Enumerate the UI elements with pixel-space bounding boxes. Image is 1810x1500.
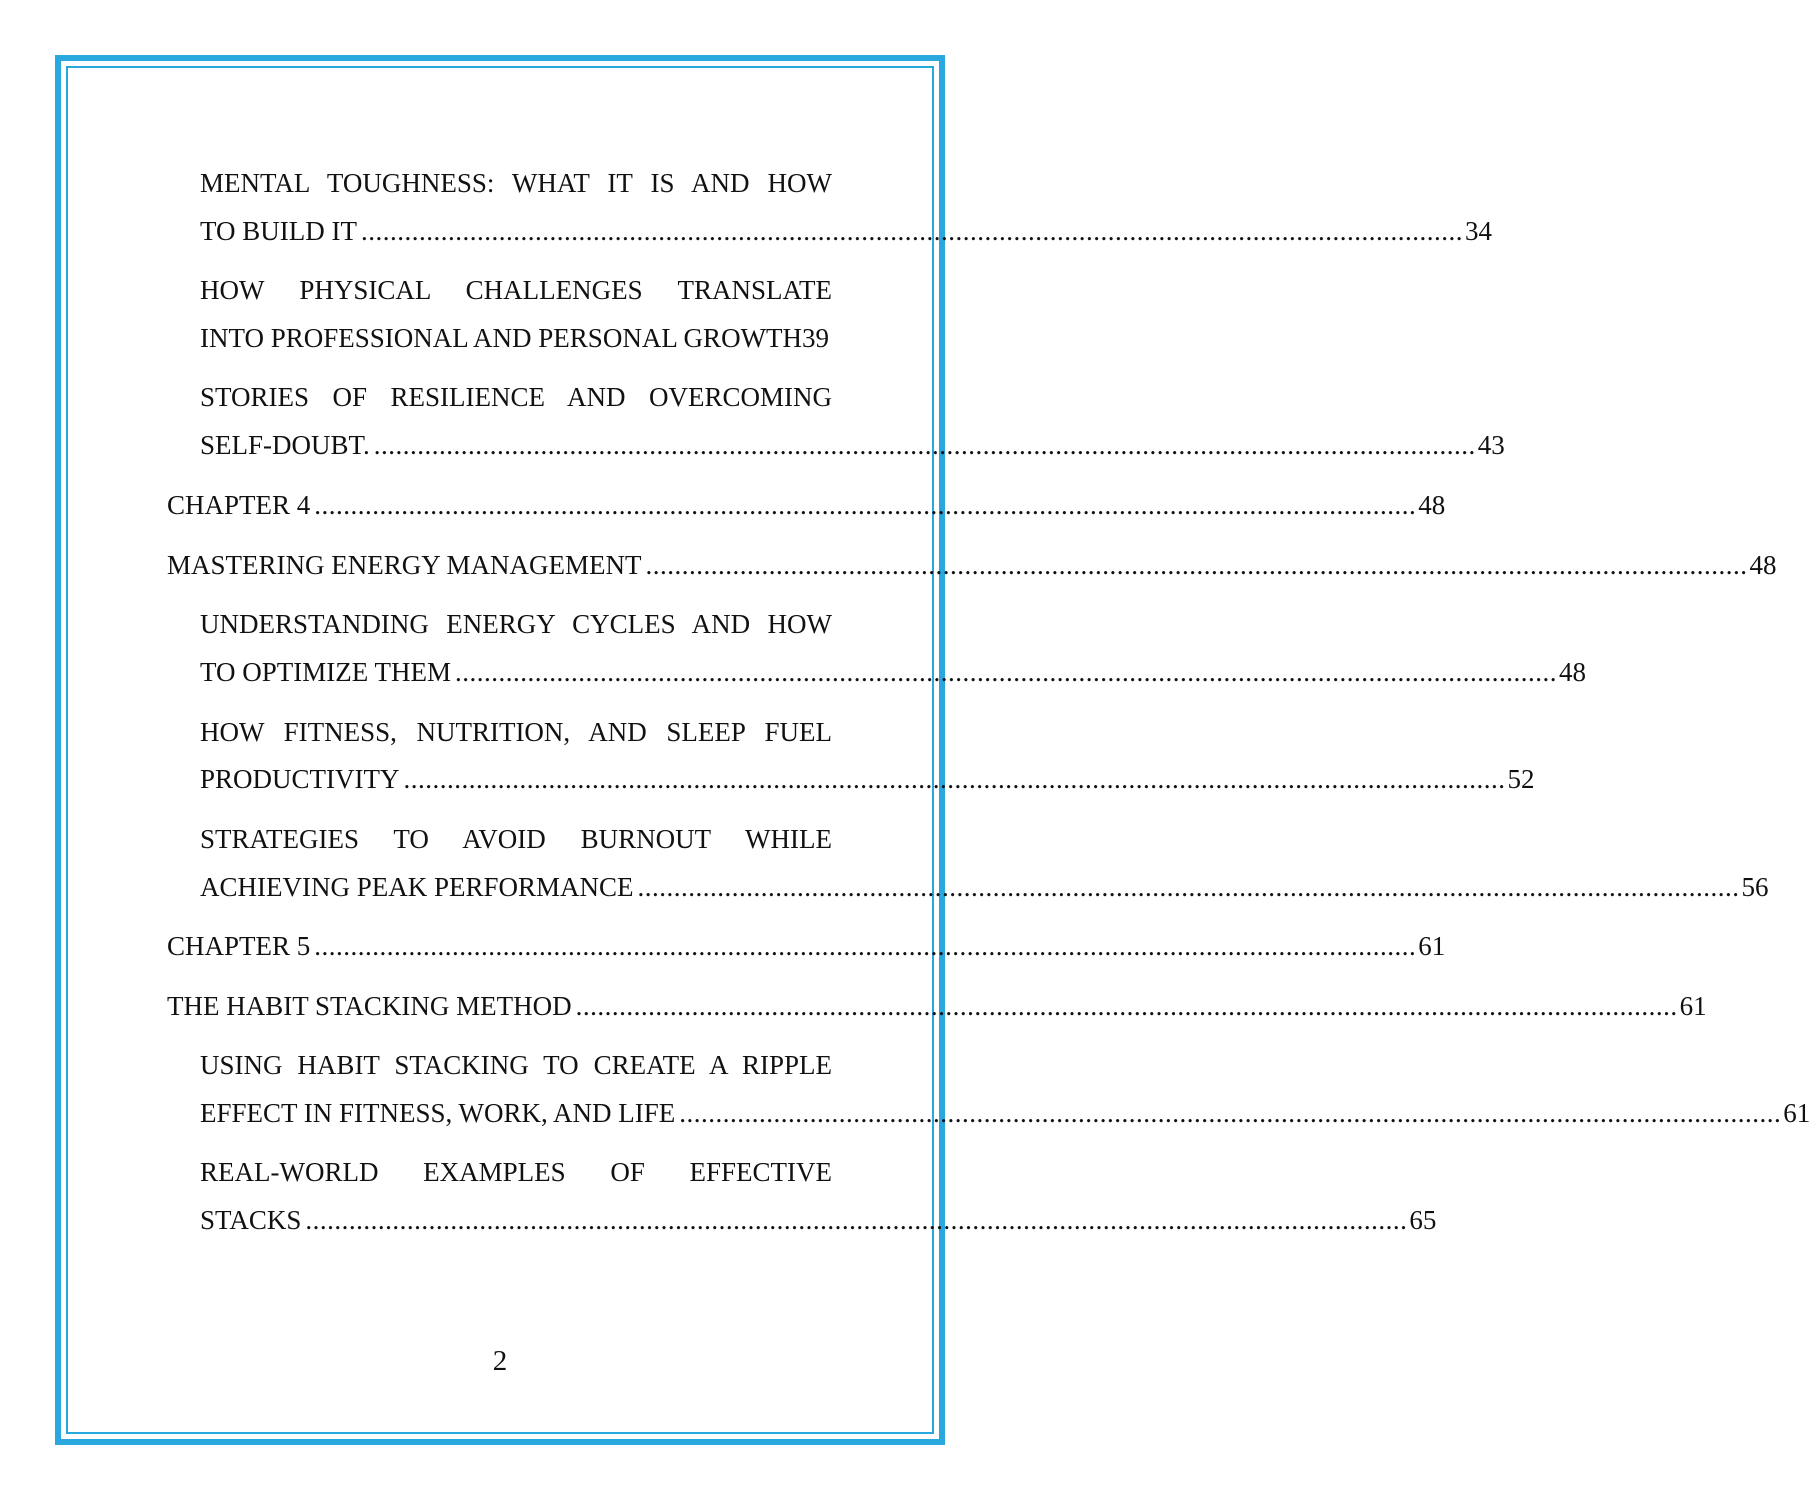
toc-entry-title: ACHIEVING PEAK PERFORMANCE bbox=[200, 872, 634, 902]
toc-page-number: 65 bbox=[1409, 1205, 1437, 1235]
toc-entry-title: TO BUILD IT bbox=[200, 216, 357, 246]
toc-page-number: 52 bbox=[1507, 764, 1535, 794]
toc-page-number: 43 bbox=[1477, 430, 1505, 460]
toc-entry-title: MASTERING ENERGY MANAGEMENT bbox=[167, 550, 642, 580]
toc-entry-title: SELF-DOUBT. bbox=[200, 430, 370, 460]
toc-entry-line[interactable]: HOW FITNESS, NUTRITION, AND SLEEP FUEL bbox=[200, 717, 832, 747]
dot-leader: ........................................................................................................................................................ bbox=[373, 430, 1476, 460]
toc-entry-line[interactable]: HOW PHYSICAL CHALLENGES TRANSLATE bbox=[200, 275, 832, 305]
toc-entry-title: PRODUCTIVITY bbox=[200, 764, 400, 794]
dot-leader: ........................................................................................................................................................ bbox=[679, 1098, 1782, 1128]
toc-entry-title: CHAPTER 4 bbox=[167, 490, 311, 520]
toc-entry-line[interactable] bbox=[200, 1203, 1437, 1237]
toc-chapter-entry[interactable] bbox=[167, 548, 1777, 582]
toc-page-number: 48 bbox=[1418, 490, 1446, 520]
dot-leader: ........................................................................................................................................................ bbox=[305, 1205, 1408, 1235]
page-number: 2 bbox=[492, 1345, 508, 1377]
toc-entry-line[interactable] bbox=[200, 870, 1769, 904]
dot-leader: ........................................................................................................................................................ bbox=[637, 872, 1740, 902]
toc-page-number: 34 bbox=[1464, 216, 1492, 246]
toc-entry-line[interactable]: MENTAL TOUGHNESS: WHAT IT IS AND HOW bbox=[200, 168, 832, 198]
toc-entry-line[interactable]: USING HABIT STACKING TO CREATE A RIPPLE bbox=[200, 1050, 832, 1080]
dot-leader: ........................................................................................................................................................ bbox=[575, 991, 1678, 1021]
toc-entry-line[interactable] bbox=[200, 655, 1586, 689]
toc-page-number: 61 bbox=[1783, 1098, 1810, 1128]
toc-page-number: 48 bbox=[1749, 550, 1777, 580]
toc-entry-line[interactable] bbox=[200, 428, 1505, 462]
dot-leader: ........................................................................................................................................................ bbox=[360, 216, 1463, 246]
toc-entry-title: CHAPTER 5 bbox=[167, 931, 311, 961]
dot-leader: ........................................................................................................................................................ bbox=[455, 657, 1557, 687]
dot-leader: ........................................................................................................................................................ bbox=[403, 764, 1506, 794]
toc-entry-line[interactable] bbox=[200, 1096, 1810, 1130]
toc-entry-title: TO OPTIMIZE THEM bbox=[200, 657, 451, 687]
toc-entry-line[interactable]: INTO PROFESSIONAL AND PERSONAL GROWTH39 bbox=[200, 323, 830, 353]
toc-page-number: 61 bbox=[1679, 991, 1707, 1021]
toc-entry-title: THE HABIT STACKING METHOD bbox=[167, 991, 572, 1021]
toc-entry-line[interactable]: UNDERSTANDING ENERGY CYCLES AND HOW bbox=[200, 609, 832, 639]
toc-entry-title: EFFECT IN FITNESS, WORK, AND LIFE bbox=[200, 1098, 676, 1128]
dot-leader: ........................................................................................................................................................ bbox=[314, 490, 1417, 520]
toc-entry-title: STACKS bbox=[200, 1205, 302, 1235]
toc-entry-line[interactable] bbox=[200, 214, 1492, 248]
toc-page-number: 61 bbox=[1418, 931, 1446, 961]
toc-chapter-entry[interactable] bbox=[167, 488, 1446, 522]
toc-entry-line[interactable]: STRATEGIES TO AVOID BURNOUT WHILE bbox=[200, 824, 832, 854]
toc-chapter-entry[interactable] bbox=[167, 929, 1446, 963]
toc-page-number: 48 bbox=[1559, 657, 1586, 687]
toc-entry-line[interactable]: STORIES OF RESILIENCE AND OVERCOMING bbox=[200, 382, 832, 412]
dot-leader: ........................................................................................................................................................ bbox=[645, 550, 1748, 580]
dot-leader: ........................................................................................................................................................ bbox=[314, 931, 1417, 961]
toc-page-number: 56 bbox=[1741, 872, 1769, 902]
toc-entry-line[interactable]: REAL-WORLD EXAMPLES OF EFFECTIVE bbox=[200, 1157, 832, 1187]
toc-chapter-entry[interactable] bbox=[167, 989, 1707, 1023]
toc-entry-line[interactable] bbox=[200, 762, 1535, 796]
